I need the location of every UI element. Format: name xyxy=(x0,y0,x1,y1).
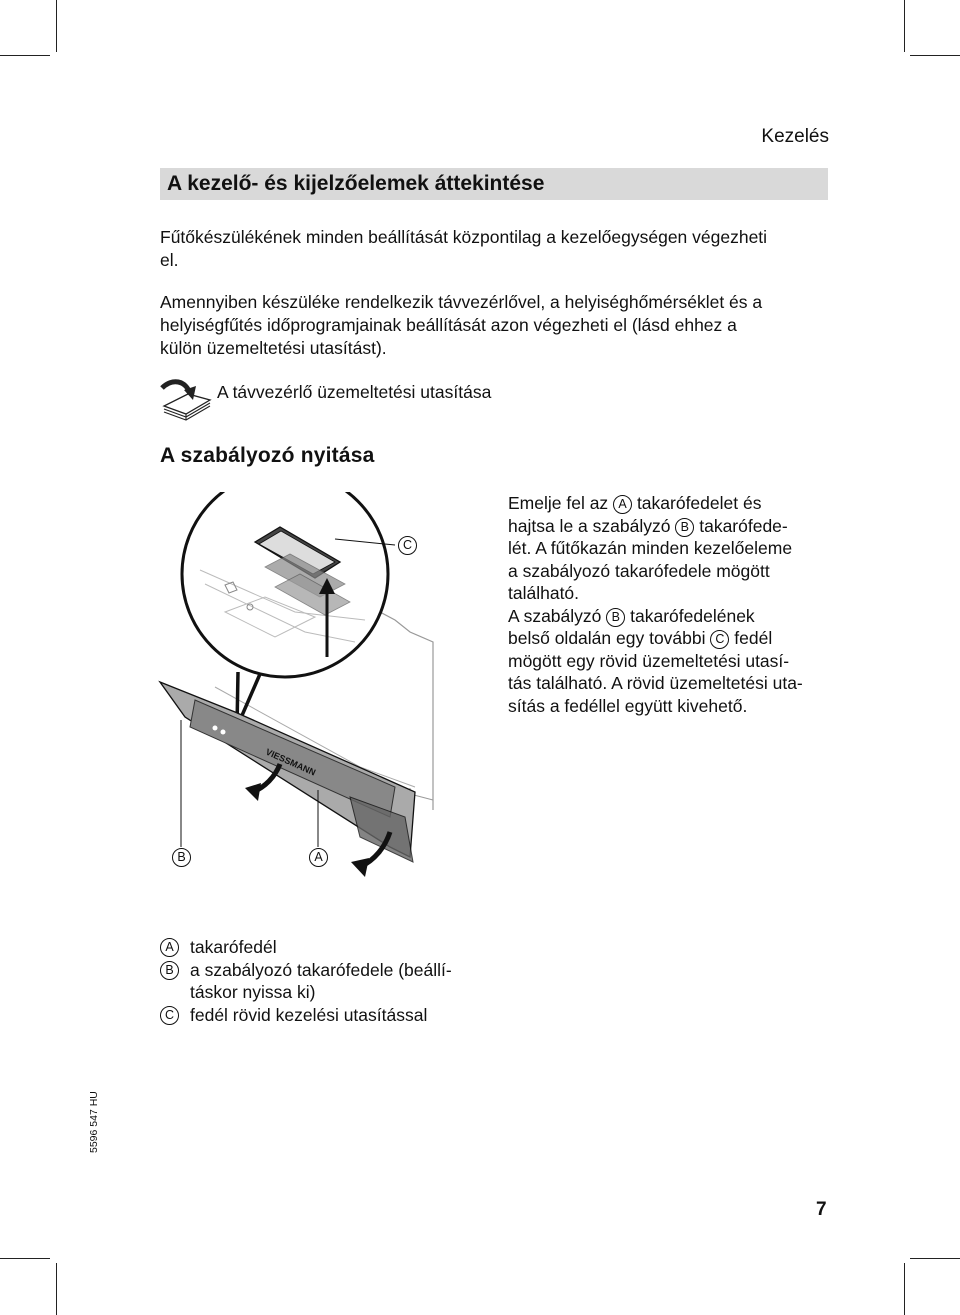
crop-mark xyxy=(0,1258,50,1259)
figure-legend xyxy=(160,936,500,1026)
crop-mark xyxy=(56,0,57,52)
crop-mark xyxy=(904,1263,905,1315)
text-line: külön üzemeltetési utasítást). xyxy=(160,338,387,358)
marker-a: A xyxy=(613,495,632,514)
text-line: Emelje fel az A takarófedelet és xyxy=(508,493,762,513)
controller-illustration xyxy=(155,492,455,912)
marker-a: A xyxy=(309,848,328,867)
book-reference-icon xyxy=(160,376,216,424)
brand-label: VIESSMANN xyxy=(264,746,318,778)
crop-mark xyxy=(0,55,50,56)
marker-b: B xyxy=(675,518,694,537)
text-line: sítás a fedéllel együtt kivehető. xyxy=(508,695,748,716)
page-title: A kezelő- és kijelzőelemek áttekintése xyxy=(167,172,545,195)
instruction-text xyxy=(508,492,838,717)
legend-item: B a szabályozó takarófedele (beállí- táskor nyissa ki) xyxy=(160,959,500,1004)
crop-mark xyxy=(904,0,905,52)
text-line: Amennyiben készüléke rendelkezik távvezérlővel, a helyiséghőmérséklet és a xyxy=(160,292,763,312)
text-line: belső oldalán egy további C fedél xyxy=(508,628,773,648)
illustration-svg xyxy=(155,492,455,912)
marker-b: B xyxy=(606,608,625,627)
text-line: el. xyxy=(160,250,179,270)
text-line: helyiségfűtés időprogramjainak beállítását azon végezheti el (lásd ehhez a xyxy=(160,315,737,335)
document-number: 5596 547 HU xyxy=(88,1091,100,1153)
text-line: a szabályozó takarófedele mögött xyxy=(508,560,770,581)
crop-mark xyxy=(910,1258,960,1259)
marker-a: A xyxy=(160,938,179,957)
page-title-bar xyxy=(160,168,828,200)
marker-b: B xyxy=(172,848,191,867)
text-line: tás található. A rövid üzemeltetési uta- xyxy=(508,673,803,693)
reference-note xyxy=(160,376,760,426)
remote-paragraph xyxy=(160,291,832,360)
reference-text: A távvezérlő üzemeltetési utasítása xyxy=(217,382,492,402)
marker-b: B xyxy=(160,961,179,980)
legend-item: A takarófedél xyxy=(160,936,500,959)
crop-mark xyxy=(56,1263,57,1315)
page-number: 7 xyxy=(816,1199,827,1220)
section-header: Kezelés xyxy=(761,126,829,147)
text-line: lét. A fűtőkazán minden kezelőeleme xyxy=(508,538,793,558)
text-line: A szabályzó B takarófedelének xyxy=(508,605,755,626)
intro-paragraph xyxy=(160,226,832,272)
marker-c: C xyxy=(710,630,729,649)
text-line: Fűtőkészülékének minden beállítását központilag a kezelőegységen végezheti xyxy=(160,227,768,247)
text-line: hajtsa le a szabályzó B takarófede- xyxy=(508,515,788,536)
marker-c: C xyxy=(398,536,417,555)
marker-c: C xyxy=(160,1006,179,1025)
crop-mark xyxy=(910,55,960,56)
text-line: mögött egy rövid üzemeltetési utasí- xyxy=(508,650,790,671)
section-subheading: A szabályozó nyitása xyxy=(160,444,375,467)
text-line: található. xyxy=(508,583,580,603)
legend-item: C fedél rövid kezelési utasítással xyxy=(160,1004,500,1027)
